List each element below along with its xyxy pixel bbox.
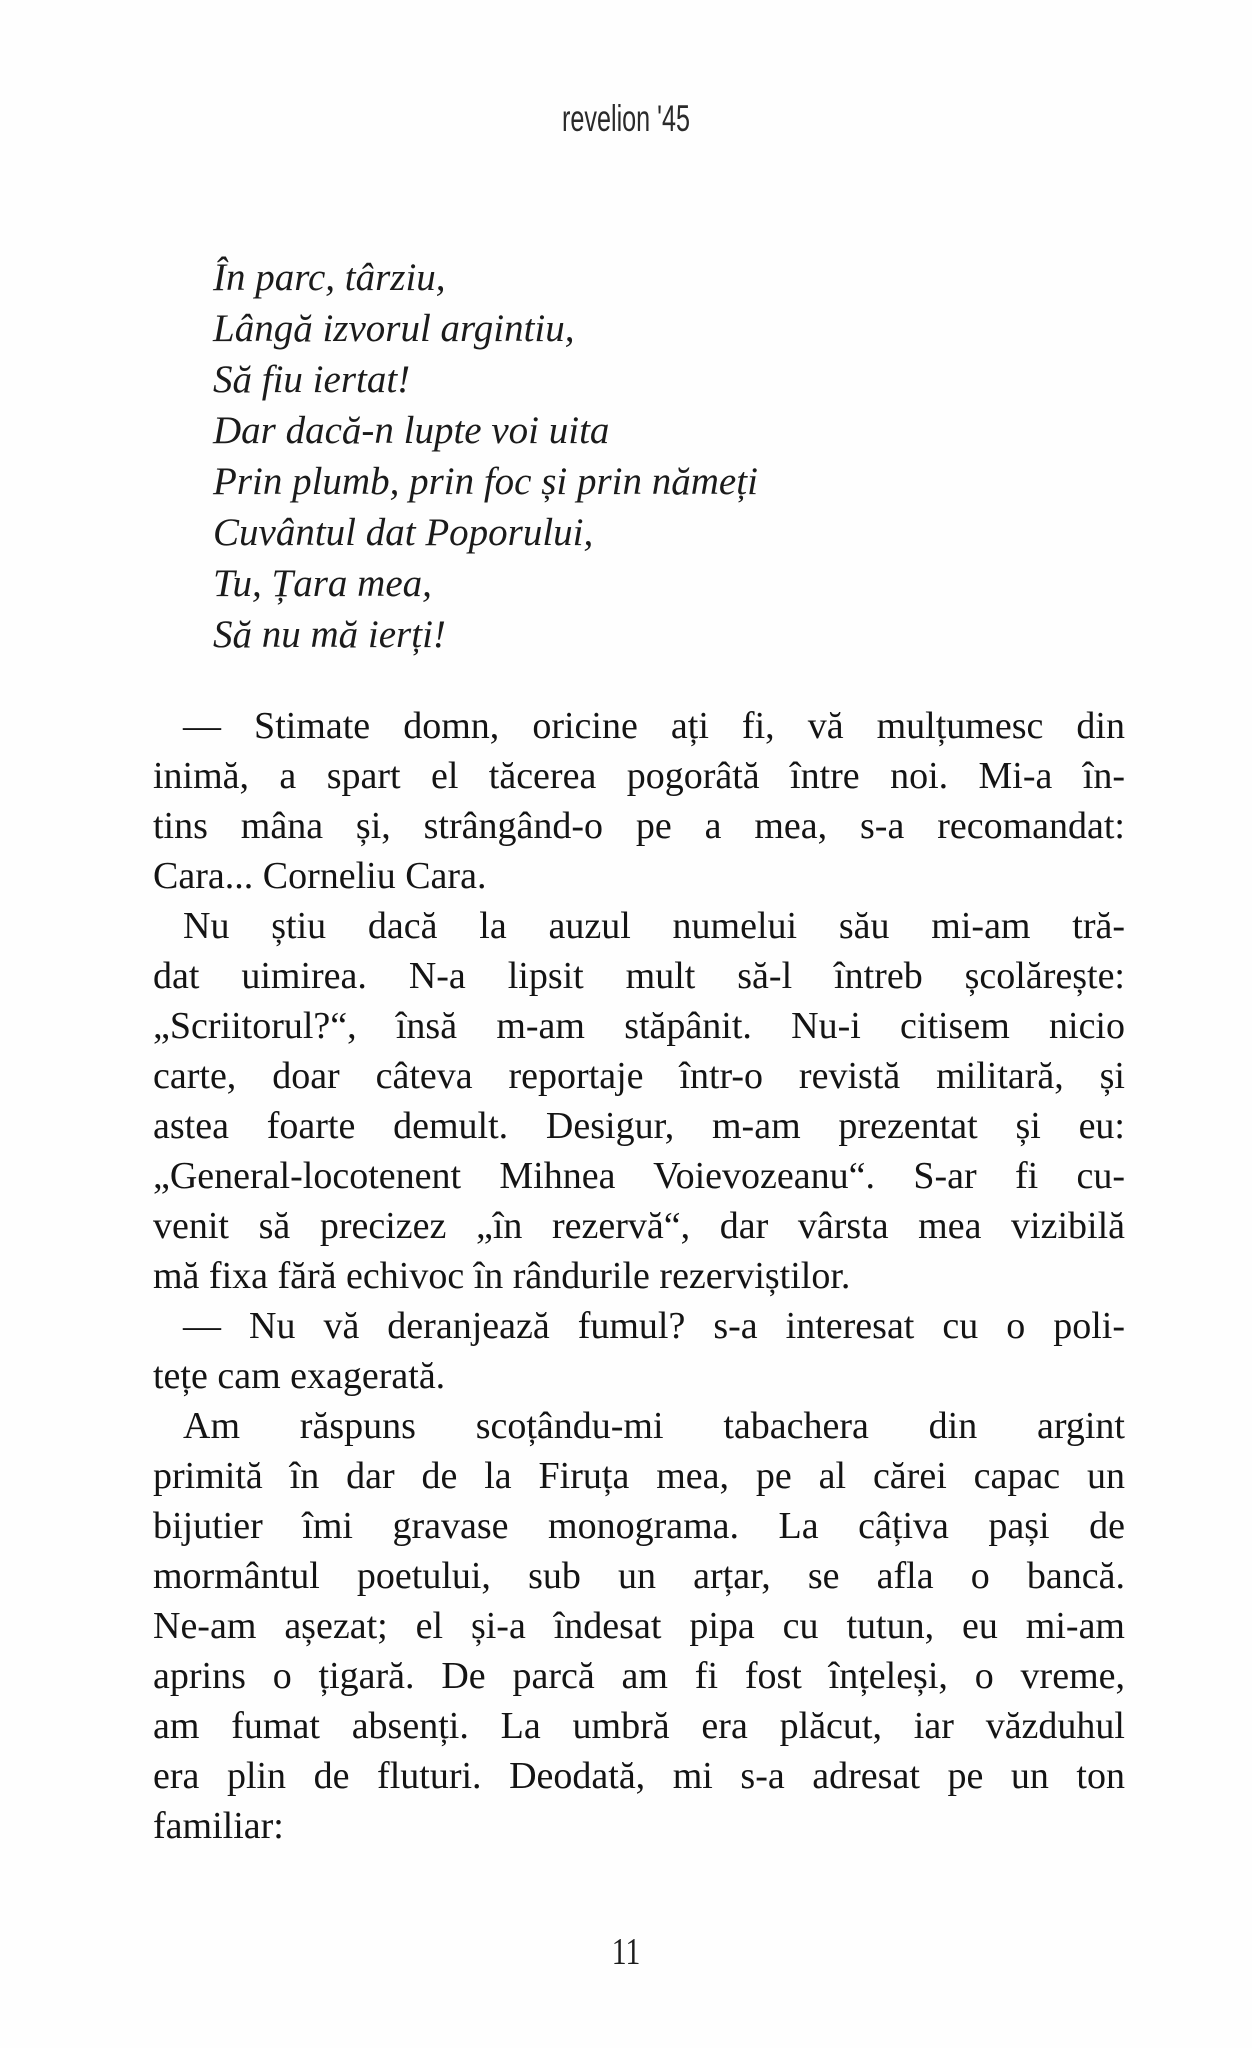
text-line: tețe cam exagerată.	[153, 1355, 446, 1397]
text-line: Cara... Corneliu Cara.	[153, 855, 487, 897]
paragraph-narration	[153, 901, 1125, 1301]
text-line: Nu știu dacă la auzul numelui său mi-am tră-	[183, 905, 1125, 947]
text-line: venit să precizez „în rezervă“, dar vârsta mea vizibilă	[153, 1205, 1125, 1247]
text-line: Ne-am așezat; el și-a îndesat pipa cu tutun, eu mi-am	[153, 1605, 1125, 1647]
text-line: bijutier îmi gravase monograma. La câțiva pași de	[153, 1505, 1125, 1547]
text-line: — Nu vă deranjează fumul? s-a interesat cu o poli-	[183, 1305, 1125, 1347]
page-number: 11	[611, 1931, 641, 1973]
poem-line: În parc, târziu,	[213, 256, 446, 299]
text-line: aprins o țigară. De parcă am fi fost înțeleși, o vreme,	[153, 1655, 1125, 1697]
poem-line: Prin plumb, prin foc și prin nămeți	[213, 460, 758, 503]
paragraph-dialogue	[153, 1301, 1125, 1401]
text-line: mormântul poetului, sub un arțar, se afla o bancă.	[153, 1555, 1125, 1597]
poem-line: Să nu mă ierți!	[213, 613, 446, 656]
paragraph-narration	[153, 1401, 1125, 1851]
running-header: revelion '45	[562, 98, 690, 139]
paragraph-dialogue	[153, 701, 1125, 901]
poem-line: Cuvântul dat Poporului,	[213, 511, 594, 554]
text-line: mă fixa fără echivoc în rândurile rezerviștilor.	[153, 1255, 851, 1297]
text-line: „Scriitorul?“, însă m-am stăpânit. Nu-i citisem nicio	[153, 1005, 1125, 1047]
poem-line: Tu, Țara mea,	[213, 562, 432, 605]
text-line: am fumat absenți. La umbră era plăcut, iar văzduhul	[153, 1705, 1125, 1747]
text-line: inimă, a spart el tăcerea pogorâtă între noi. Mi-a în-	[153, 755, 1125, 797]
poem-line: Lângă izvorul argintiu,	[213, 307, 575, 350]
text-line: astea foarte demult. Desigur, m-am prezentat și eu:	[153, 1105, 1125, 1147]
poem-block	[213, 252, 758, 660]
text-line: Am răspuns scoțându-mi tabachera din argint	[183, 1405, 1125, 1447]
poem-line: Dar dacă-n lupte voi uita	[213, 409, 610, 452]
text-line: era plin de fluturi. Deodată, mi s-a adresat pe un ton	[153, 1755, 1125, 1797]
text-line: carte, doar câteva reportaje într-o revistă militară, și	[153, 1055, 1125, 1097]
text-line: „General-locotenent Mihnea Voievozeanu“. S-ar fi cu-	[153, 1155, 1125, 1197]
poem-line: Să fiu iertat!	[213, 358, 411, 401]
text-line: primită în dar de la Firuța mea, pe al cărei capac un	[153, 1455, 1125, 1497]
text-line: tins mâna și, strângând-o pe a mea, s-a recomandat:	[153, 805, 1125, 847]
text-line: dat uimirea. N-a lipsit mult să-l întreb școlărește:	[153, 955, 1125, 997]
body-text	[153, 701, 1125, 1851]
text-line: familiar:	[153, 1805, 284, 1847]
text-line: — Stimate domn, oricine ați fi, vă mulțumesc din	[183, 705, 1125, 747]
